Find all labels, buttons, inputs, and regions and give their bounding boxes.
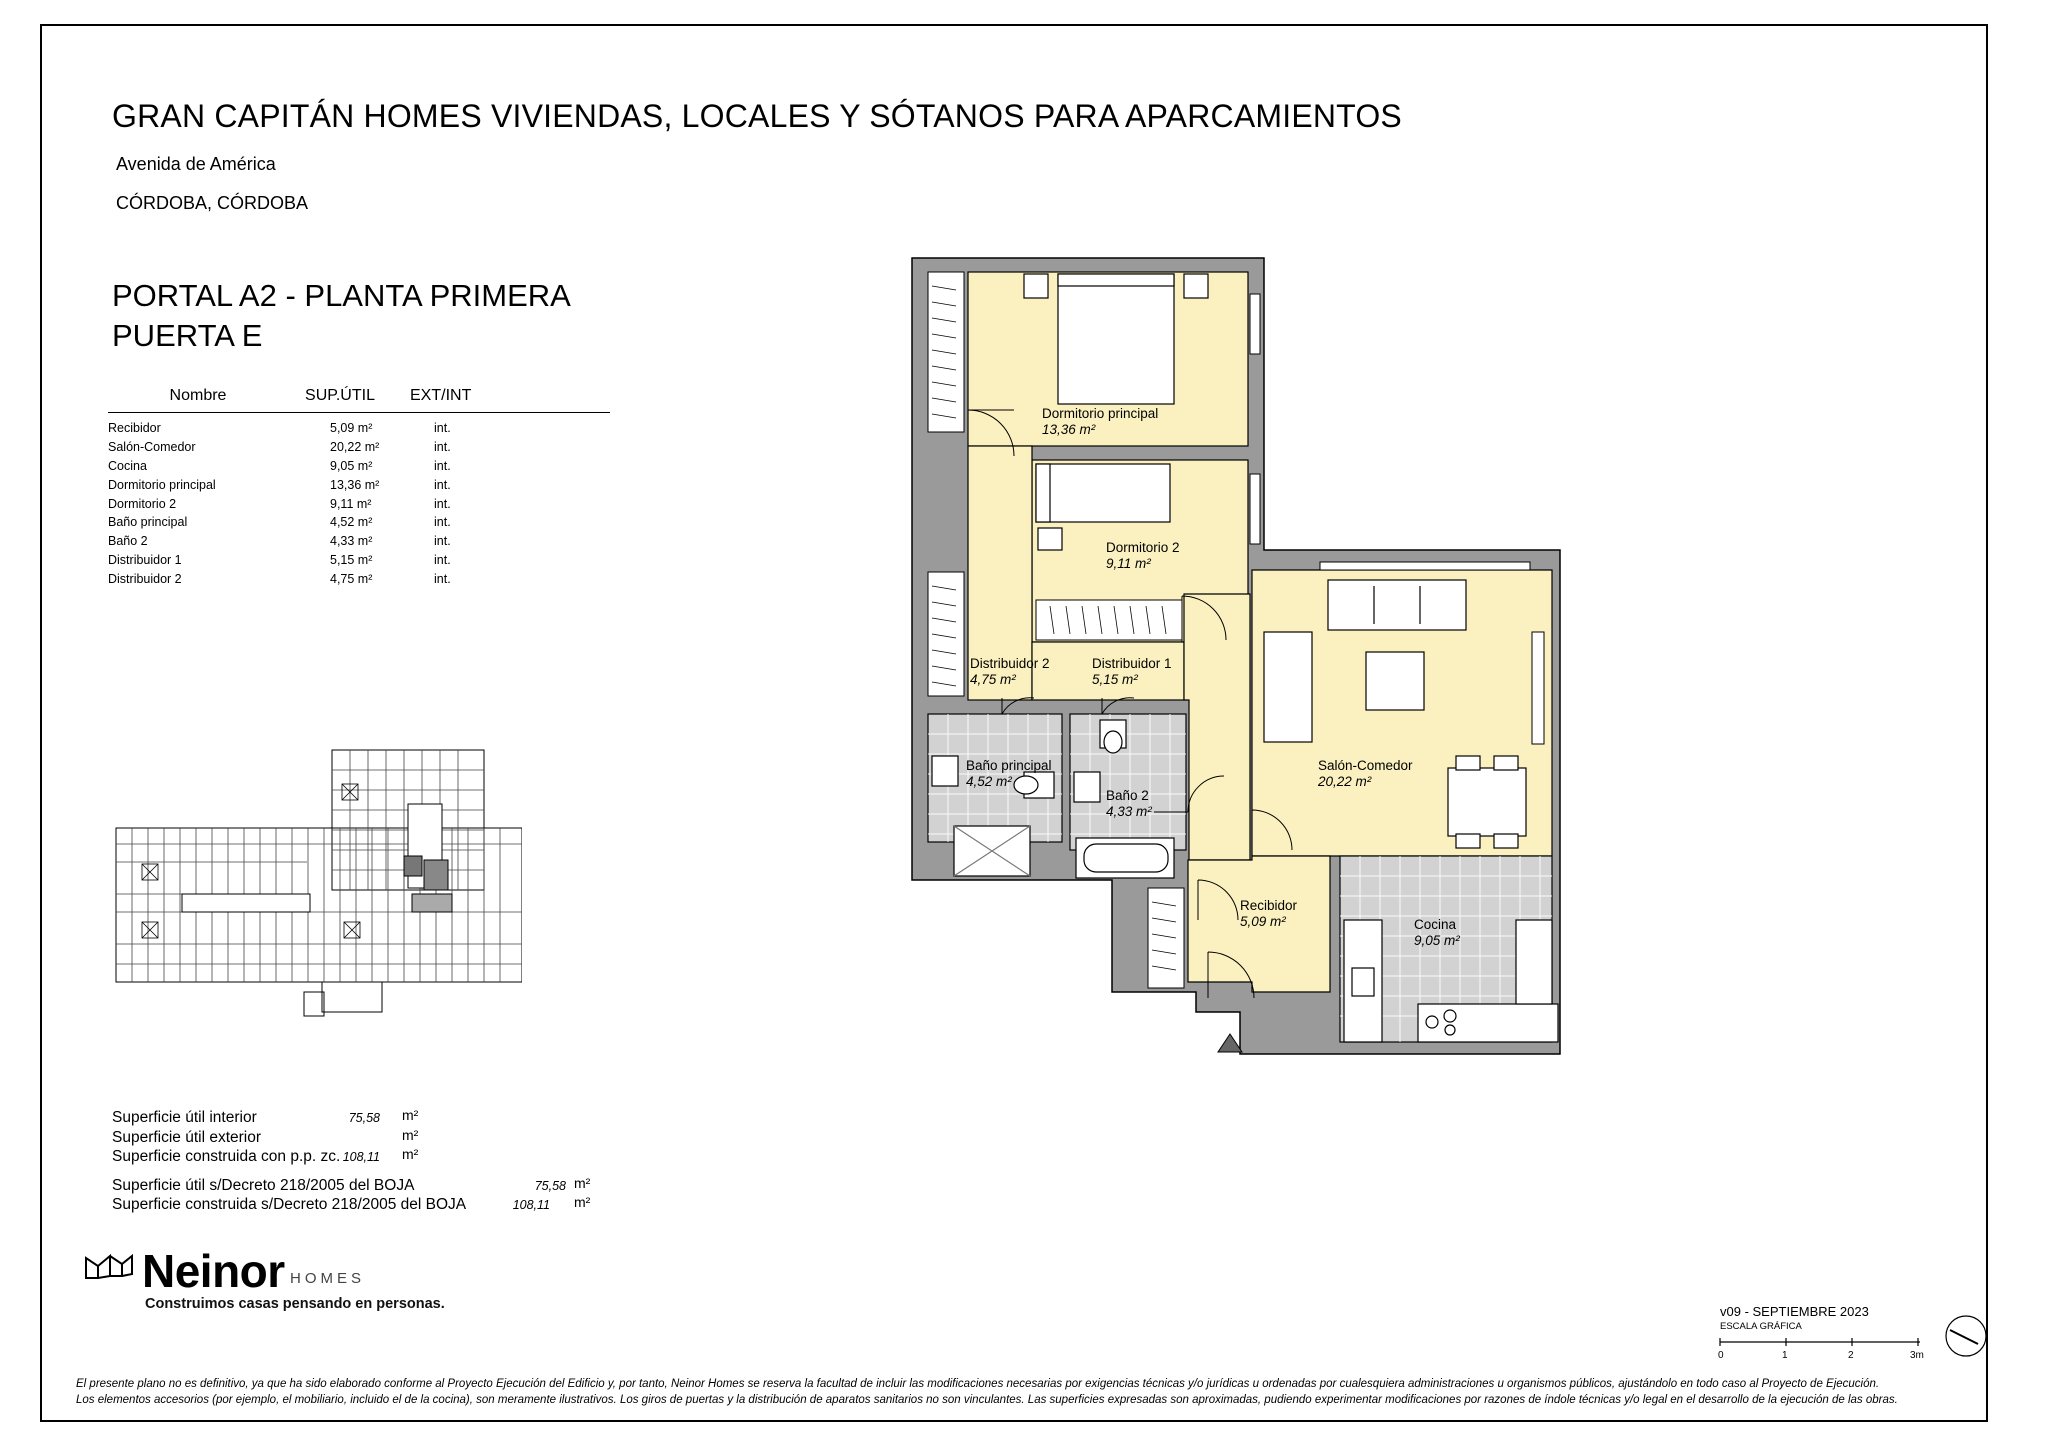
- room-area: 13,36 m²: [330, 477, 380, 492]
- room-type: int.: [434, 440, 451, 455]
- room-name: Baño 2: [108, 534, 148, 549]
- table-row: [108, 513, 610, 532]
- surface-decree-built-value: 108,11: [512, 1198, 550, 1212]
- surface-built-value: 108,11: [342, 1150, 380, 1164]
- table-row: [108, 413, 610, 438]
- area-dormitorio-2: 9,11 m²: [1106, 556, 1151, 571]
- area-salon-comedor: 20,22 m²: [1318, 774, 1372, 789]
- col-ext-int: EXT/INT: [392, 380, 610, 413]
- table-row: [108, 457, 610, 476]
- scale-tick-2: 2: [1848, 1350, 1854, 1361]
- room-name: Dormitorio principal: [108, 477, 216, 492]
- wardrobe-icon: [1148, 888, 1184, 988]
- door-heading: PUERTA E: [112, 318, 263, 353]
- sofa-icon: [1264, 632, 1312, 742]
- surface-exterior-label: Superficie útil exterior: [112, 1129, 262, 1146]
- room-type: int.: [434, 552, 451, 567]
- room-distribuidor-1-b: [1184, 594, 1250, 860]
- room-area: 4,75 m²: [330, 571, 373, 586]
- graphic-scale: [1716, 1334, 1926, 1364]
- room-name: Distribuidor 2: [108, 571, 182, 586]
- room-name: Cocina: [108, 458, 147, 473]
- table-icon: [1366, 652, 1424, 710]
- label-distribuidor-1: Distribuidor 1: [1092, 656, 1172, 671]
- label-cocina: Cocina: [1414, 917, 1457, 932]
- room-type: int.: [434, 496, 451, 511]
- chair-icon: [1494, 756, 1518, 770]
- portal-floor-heading: PORTAL A2 - PLANTA PRIMERA: [112, 278, 571, 313]
- nightstand-icon: [1184, 274, 1208, 298]
- rooms-table-header: [108, 380, 610, 413]
- project-title: GRAN CAPITÁN HOMES VIVIENDAS, LOCALES Y SÓTANOS PARA APARCAMIENTOS: [112, 98, 1402, 134]
- room-name: Distribuidor 1: [108, 552, 182, 567]
- sink-icon: [1074, 772, 1100, 802]
- surface-exterior-unit: m²: [402, 1127, 419, 1143]
- room-area: 20,22 m²: [330, 440, 380, 455]
- window-icon: [1320, 562, 1530, 570]
- nightstand-icon: [1024, 274, 1048, 298]
- label-dormitorio-principal: Dormitorio principal: [1042, 406, 1159, 421]
- room-type: int.: [434, 515, 451, 530]
- brand-name: Neinor: [142, 1245, 285, 1297]
- room-type: int.: [434, 534, 451, 549]
- scale-label: ESCALA GRÁFICA: [1720, 1321, 1802, 1332]
- label-salon-comedor: Salón-Comedor: [1318, 758, 1413, 773]
- surface-decree-util-unit: m²: [574, 1175, 591, 1191]
- table-row: [108, 551, 610, 570]
- table-row: [108, 438, 610, 457]
- label-recibidor: Recibidor: [1240, 898, 1298, 913]
- col-nombre: Nombre: [108, 380, 288, 413]
- entrance-arrow-icon: [1218, 1034, 1242, 1052]
- rooms-table: [108, 380, 610, 588]
- sink-icon: [932, 756, 958, 786]
- room-area: 4,33 m²: [330, 534, 373, 549]
- neinor-logo-icon: [84, 1252, 134, 1282]
- brand-suffix: HOMES: [290, 1270, 366, 1287]
- room-distribuidor-1-a: [1032, 642, 1184, 700]
- table-icon: [1448, 768, 1526, 836]
- room-area: 9,11 m²: [330, 496, 372, 511]
- surface-decree-util-label: Superficie útil s/Decreto 218/2005 del BOJA: [112, 1177, 415, 1194]
- table-row: [108, 494, 610, 513]
- brand-slogan: Construimos casas pensando en personas.: [145, 1296, 445, 1312]
- area-distribuidor-2: 4,75 m²: [970, 672, 1016, 687]
- scale-tick-3: 3m: [1910, 1350, 1924, 1361]
- window-icon: [1250, 474, 1260, 544]
- area-distribuidor-1: 5,15 m²: [1092, 672, 1138, 687]
- nightstand-icon: [1038, 528, 1062, 550]
- window-icon: [1532, 632, 1544, 744]
- window-icon: [1250, 294, 1260, 354]
- room-name: Baño principal: [108, 515, 188, 530]
- surface-built-label: Superficie construida con p.p. zc.: [112, 1148, 341, 1165]
- disclaimer-line-1: El presente plano no es definitivo, ya que ha sido elaborado conforme al Proyecto Ejecución del Edificio y, por tanto, Neinor Homes se reserva la facultad de incluir las modificaciones necesarias por exigencias técnicas y/o jurídicas u ordenadas por cualesquiera administraciones u organismos públicos, ajustándolo en todo caso al Proyecto de Ejecución.: [76, 1378, 1880, 1390]
- surface-decree-built-unit: m²: [574, 1194, 591, 1210]
- area-bano-2: 4,33 m²: [1106, 804, 1152, 819]
- address-street: Avenida de América: [116, 154, 276, 174]
- surface-built-unit: m²: [402, 1146, 419, 1162]
- area-cocina: 9,05 m²: [1414, 933, 1460, 948]
- area-bano-principal: 4,52 m²: [966, 774, 1012, 789]
- area-dormitorio-principal: 13,36 m²: [1042, 422, 1096, 437]
- table-row: [108, 569, 610, 588]
- sofa-icon: [1328, 580, 1466, 630]
- bed-icon: [1058, 274, 1174, 404]
- version-label: v09 - SEPTIEMBRE 2023: [1720, 1304, 1869, 1319]
- room-name: Dormitorio 2: [108, 496, 177, 511]
- table-row: [108, 475, 610, 494]
- surface-decree-util-value: 75,58: [534, 1179, 566, 1193]
- legal-disclaimer: [76, 1376, 1986, 1408]
- scale-tick-1: 1: [1782, 1350, 1788, 1361]
- counter-icon: [1516, 920, 1552, 1004]
- building-key-plan: [112, 744, 522, 1030]
- chair-icon: [1456, 756, 1480, 770]
- scale-tick-0: 0: [1718, 1350, 1724, 1361]
- label-dormitorio-2: Dormitorio 2: [1106, 540, 1180, 555]
- room-type: int.: [434, 458, 451, 473]
- disclaimer-line-2: Los elementos accesorios (por ejemplo, el mobiliario, incluido el de la cocina), son meramente ilustrativos. Los giros de puertas y la distribución de aparatos sanitarios no son vinculantes. Las superficies expresadas son aproximadas, pudiendo experimentar modificaciones por razones de índole técnicas y/o legal en el desarrollo de la ejecución de las obras.: [76, 1394, 1898, 1406]
- room-area: 4,52 m²: [330, 515, 373, 530]
- room-type: int.: [434, 477, 451, 492]
- stove-icon: [1426, 1016, 1438, 1028]
- room-area: 5,15 m²: [330, 552, 373, 567]
- surface-interior-unit: m²: [402, 1107, 419, 1123]
- room-name: Salón-Comedor: [108, 440, 196, 455]
- chair-icon: [1494, 834, 1518, 848]
- surface-interior-label: Superficie útil interior: [112, 1109, 257, 1126]
- surface-interior-value: 75,58: [348, 1111, 380, 1125]
- surface-decree-built-label: Superficie construida s/Decreto 218/2005 del BOJA: [112, 1196, 467, 1213]
- label-bano-principal: Baño principal: [966, 758, 1052, 773]
- counter-icon: [1418, 1004, 1558, 1042]
- address-city: CÓRDOBA, CÓRDOBA: [116, 193, 309, 213]
- table-row: [108, 532, 610, 551]
- sink-icon: [1352, 968, 1374, 996]
- room-name: Recibidor: [108, 421, 161, 436]
- area-recibidor: 5,09 m²: [1240, 914, 1286, 929]
- apartment-floor-plan: [900, 252, 1570, 1062]
- label-distribuidor-2: Distribuidor 2: [970, 656, 1050, 671]
- room-area: 5,09 m²: [330, 421, 373, 436]
- bed-icon: [1036, 464, 1170, 522]
- north-compass-icon: [1942, 1312, 1990, 1360]
- room-type: int.: [434, 571, 451, 586]
- wardrobe-icon: [1036, 600, 1182, 640]
- col-sup-util: SUP.ÚTIL: [288, 380, 392, 413]
- room-type: int.: [434, 421, 451, 436]
- label-bano-2: Baño 2: [1106, 788, 1149, 803]
- chair-icon: [1456, 834, 1480, 848]
- room-area: 9,05 m²: [330, 458, 373, 473]
